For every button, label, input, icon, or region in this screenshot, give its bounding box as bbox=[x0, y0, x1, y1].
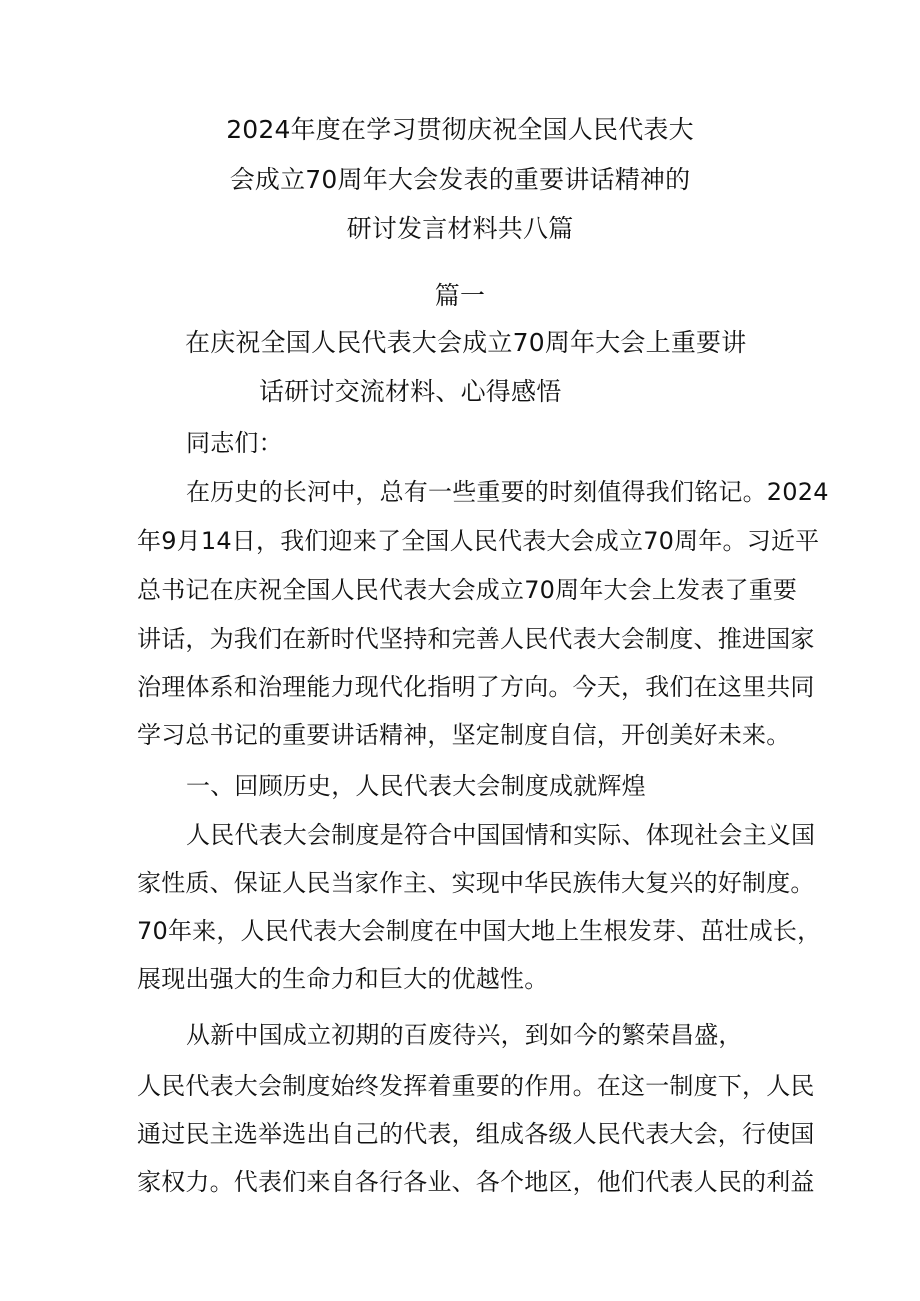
paragraph-1-line-2: 年9月14日，我们迎来了全国人民代表大会成立70周年。习近平 bbox=[137, 527, 820, 555]
paragraph-3-line-1: 从新中国成立初期的百废待兴，到如今的繁荣昌盛， bbox=[186, 1021, 743, 1049]
document-title-line-1: 2024年度在学习贯彻庆祝全国人民代表大 bbox=[226, 115, 694, 144]
subtitle-line-2: 话研讨交流材料、心得感悟 bbox=[259, 377, 562, 406]
paragraph-1-line-4: 讲话，为我们在新时代坚持和完善人民代表大会制度、推进国家 bbox=[137, 625, 815, 653]
document-title-line-2: 会成立70周年大会发表的重要讲话精神的 bbox=[229, 165, 691, 194]
paragraph-1-line-5: 治理体系和治理能力现代化指明了方向。今天，我们在这里共同 bbox=[137, 673, 815, 701]
paragraph-3-line-2: 人民代表大会制度始终发挥着重要的作用。在这一制度下，人民 bbox=[137, 1072, 815, 1100]
document-title-line-3: 研讨发言材料共八篇 bbox=[346, 214, 574, 243]
paragraph-2-line-3: 70年来，人民代表大会制度在中国大地上生根发芽、茁壮成长， bbox=[137, 917, 822, 945]
subtitle-line-1: 在庆祝全国人民代表大会成立70周年大会上重要讲 bbox=[185, 328, 747, 357]
paragraph-1-line-1: 在历史的长河中，总有一些重要的时刻值得我们铭记。2024 bbox=[186, 478, 829, 506]
paragraph-1-line-3: 总书记在庆祝全国人民代表大会成立70周年大会上发表了重要 bbox=[137, 576, 798, 604]
section-label: 篇一 bbox=[434, 281, 486, 310]
paragraph-2-line-2: 家性质、保证人民当家作主、实现中华民族伟大复兴的好制度。 bbox=[137, 869, 815, 897]
section-heading-1: 一、回顾历史，人民代表大会制度成就辉煌 bbox=[186, 772, 646, 800]
paragraph-2-line-1: 人民代表大会制度是符合中国国情和实际、体现社会主义国 bbox=[186, 821, 816, 849]
paragraph-3-line-3: 通过民主选举选出自己的代表，组成各级人民代表大会，行使国 bbox=[137, 1120, 815, 1148]
paragraph-2-line-4: 展现出强大的生命力和巨大的优越性。 bbox=[137, 965, 549, 993]
paragraph-3-line-4: 家权力。代表们来自各行各业、各个地区，他们代表人民的利益 bbox=[137, 1168, 815, 1196]
paragraph-1-line-6: 学习总书记的重要讲话精神，坚定制度自信，开创美好未来。 bbox=[137, 721, 791, 749]
greeting: 同志们： bbox=[186, 429, 283, 457]
